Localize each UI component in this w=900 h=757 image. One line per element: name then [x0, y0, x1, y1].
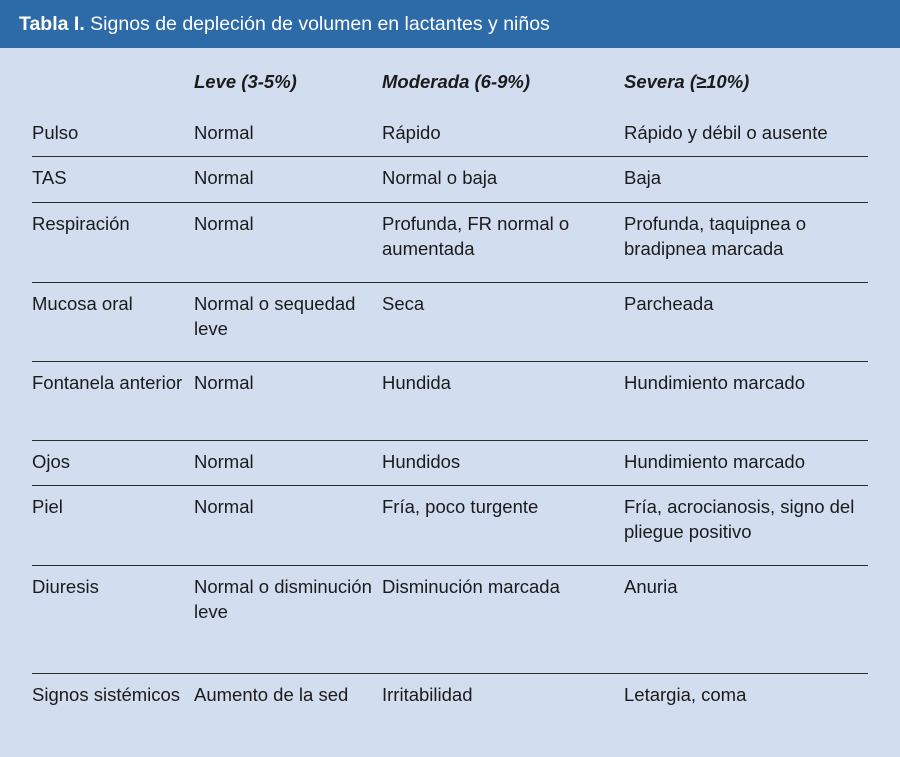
- table-number: Tabla I.: [19, 13, 85, 35]
- table-row: [32, 441, 868, 486]
- header-moderada: Moderada (6-9%): [382, 71, 531, 92]
- table-title: [0, 0, 900, 48]
- table-header-row: [32, 60, 868, 112]
- row-leve: Normal: [194, 213, 254, 234]
- row-sign: Ojos: [32, 451, 71, 472]
- row-severa: Parcheada: [624, 293, 714, 314]
- table-row: [32, 283, 868, 362]
- header-sign: [32, 69, 194, 112]
- row-leve: Normal: [194, 167, 254, 188]
- row-sign: Fontanela anterior: [32, 372, 183, 393]
- row-sign: TAS: [32, 167, 67, 188]
- row-sign: Diuresis: [32, 576, 99, 597]
- row-leve: Normal o disminución leve: [194, 576, 372, 622]
- table-row: [32, 112, 868, 157]
- row-sign: Piel: [32, 496, 63, 517]
- header-leve: Leve (3-5%): [194, 71, 297, 92]
- row-moderada: Disminución marcada: [382, 576, 560, 597]
- table-caption: Signos de depleción de volumen en lactantes y niños: [90, 13, 550, 35]
- table-row: [32, 674, 868, 750]
- row-severa: Profunda, taquipnea o bradipnea marcada: [624, 213, 807, 259]
- row-moderada: Irritabilidad: [382, 684, 473, 705]
- row-moderada: Hundidos: [382, 451, 461, 472]
- row-moderada: Rápido: [382, 122, 441, 143]
- row-sign: Mucosa oral: [32, 293, 133, 314]
- row-moderada: Fría, poco turgente: [382, 496, 539, 517]
- row-sign: Pulso: [32, 122, 79, 143]
- row-severa: Hundimiento marcado: [624, 451, 805, 472]
- row-leve: Normal: [194, 372, 254, 393]
- row-leve: Normal: [194, 496, 254, 517]
- header-severa: Severa (≥10%): [624, 71, 750, 92]
- table-row: [32, 566, 868, 674]
- row-leve: Normal: [194, 122, 254, 143]
- table-row: [32, 486, 868, 566]
- volume-depletion-table: [32, 60, 868, 750]
- row-severa: Fría, acrocianosis, signo del pliegue positivo: [624, 496, 855, 542]
- row-severa: Anuria: [624, 576, 678, 597]
- row-sign: Respiración: [32, 213, 130, 234]
- row-moderada: Seca: [382, 293, 425, 314]
- row-sign: Signos sistémicos: [32, 684, 181, 705]
- table-row: [32, 203, 868, 283]
- row-severa: Rápido y débil o ausente: [624, 122, 828, 143]
- row-moderada: Profunda, FR normal o aumentada: [382, 213, 570, 259]
- row-leve: Normal o sequedad leve: [194, 293, 356, 339]
- row-severa: Hundimiento marcado: [624, 372, 805, 393]
- row-leve: Normal: [194, 451, 254, 472]
- table-row: [32, 362, 868, 441]
- row-moderada: Hundida: [382, 372, 451, 393]
- row-severa: Baja: [624, 167, 662, 188]
- row-leve: Aumento de la sed: [194, 684, 349, 705]
- row-moderada: Normal o baja: [382, 167, 498, 188]
- table-row: [32, 157, 868, 203]
- row-severa: Letargia, coma: [624, 684, 747, 705]
